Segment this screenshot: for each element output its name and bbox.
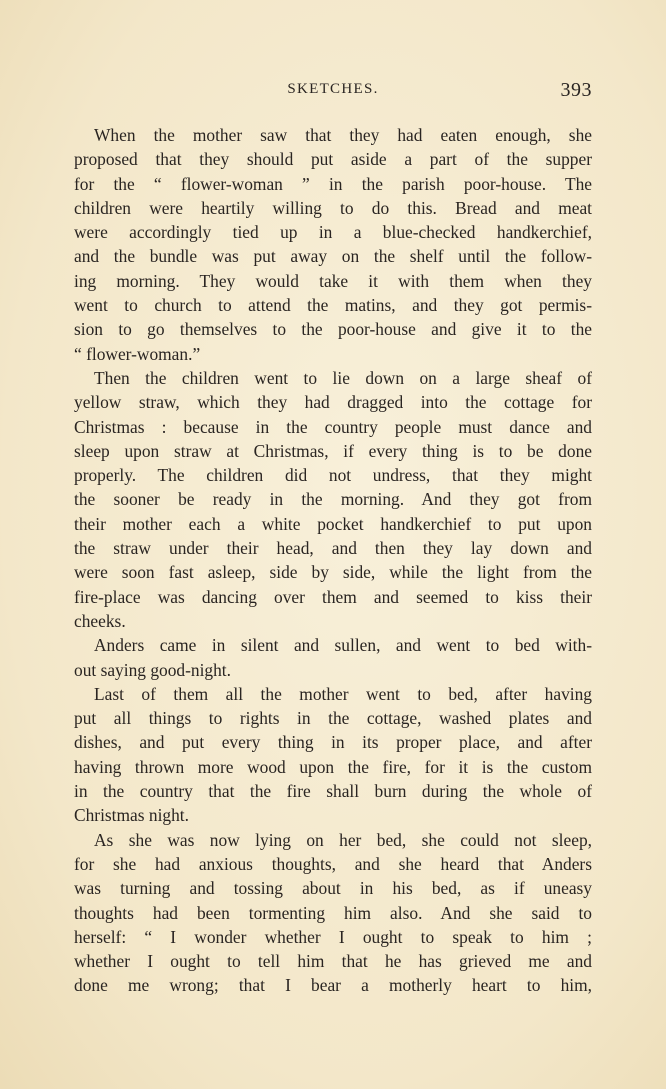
text-line: thoughts had been tormenting him also. And she said to [74, 902, 592, 923]
body-text [74, 123, 592, 998]
text-line: Last of them all the mother went to bed, after having [94, 683, 592, 704]
text-line: for she had anxious thoughts, and she heard that Anders [74, 853, 592, 874]
text-line: out saying good-night. [74, 659, 231, 680]
text-line: the straw under their head, and then they lay down and [74, 538, 592, 559]
text-line: properly. The children did not undress, that they might [74, 465, 592, 486]
text-line: “ flower-woman.” [74, 343, 201, 364]
text-line: whether I ought to tell him that he has grieved me and [74, 951, 592, 972]
text-line: When the mother saw that they had eaten enough, she [94, 125, 592, 145]
text-line: their mother each a white pocket handkerchief to put upon [74, 513, 592, 534]
text-line: proposed that they should put aside a part of the supper [74, 149, 592, 170]
text-line: As she was now lying on her bed, she could not sleep, [94, 829, 592, 850]
text-line: for the “ flower-woman ” in the parish poor-house. The [74, 173, 592, 194]
text-line: put all things to rights in the cottage, washed plates and [74, 708, 592, 729]
text-line: having thrown more wood upon the fire, for it is the custom [74, 756, 592, 777]
text-line: was turning and tossing about in his bed, as if uneasy [74, 878, 592, 899]
text-line: fire-place was dancing over them and seemed to kiss their [74, 586, 592, 607]
text-line: and the bundle was put away on the shelf until the follow- [74, 246, 592, 267]
text-line: Christmas night. [74, 805, 189, 826]
text-line: sleep upon straw at Christmas, if every thing is to be done [74, 440, 592, 461]
page-number: 393 [560, 79, 592, 101]
text-line: done me wrong; that I bear a motherly heart to him, [74, 975, 592, 996]
text-line: ing morning. They would take it with them when they [74, 270, 592, 291]
running-head [74, 79, 592, 105]
text-line: Anders came in silent and sullen, and went to bed with- [94, 635, 592, 656]
text-line: in the country that the fire shall burn during the whole of [74, 781, 592, 802]
text-line: were accordingly tied up in a blue-checked handkerchief, [74, 222, 592, 243]
text-line: Christmas : because in the country people must dance and [74, 416, 592, 437]
text-line: herself: “ I wonder whether I ought to speak to him ; [74, 926, 592, 947]
text-line: went to church to attend the matins, and they got permis- [74, 295, 592, 316]
text-line: Then the children went to lie down on a large sheaf of [94, 367, 592, 388]
text-line: yellow straw, which they had dragged into the cottage for [74, 392, 592, 413]
text-line: sion to go themselves to the poor-house and give it to the [74, 319, 592, 340]
text-line: the sooner be ready in the morning. And they got from [74, 489, 592, 510]
text-line: cheeks. [74, 610, 126, 631]
text-line: dishes, and put every thing in its proper place, and after [74, 732, 592, 753]
text-line: were soon fast asleep, side by side, while the light from the [74, 562, 592, 583]
running-title: SKETCHES. [287, 81, 379, 97]
text-line: children were heartily willing to do this. Bread and meat [74, 197, 592, 218]
